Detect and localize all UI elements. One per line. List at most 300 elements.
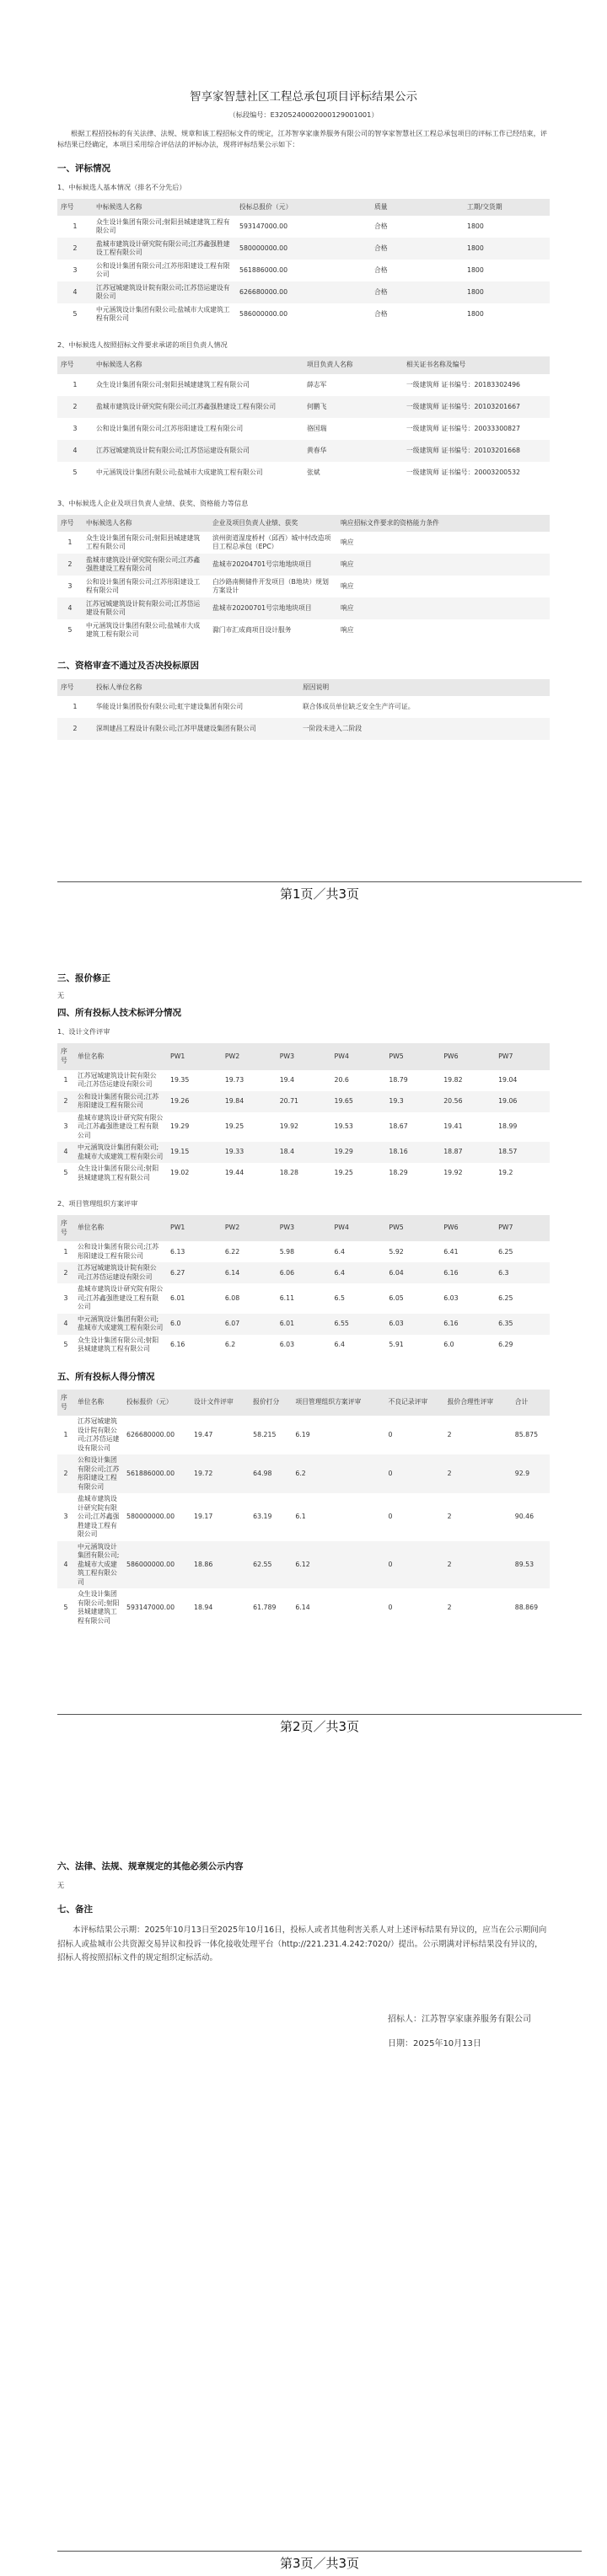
page-3: [0, 1739, 607, 2576]
table-cell: 586000000.00: [239, 310, 288, 319]
table-cell: 盐城市建筑设计研究院有限公司;江苏鑫强胜建设工程有限公司: [93, 238, 236, 260]
table-cell: 6.14: [295, 1604, 310, 1612]
table-row: [57, 696, 550, 718]
table-cell: 20.71: [277, 1091, 331, 1112]
table-cell: 公和设计集团有限公司;江苏彤阳建设工程有限公司: [96, 424, 244, 432]
table-cell: 6.27: [167, 1262, 222, 1283]
column-header: 不良记录评审: [384, 1390, 443, 1416]
table-cell: 骆国瑞: [307, 424, 327, 432]
table-cell: 5.98: [279, 1247, 295, 1256]
document-title: 智享家智慧社区工程总承包项目评标结果公示: [190, 90, 417, 104]
column-header: PW4: [331, 1043, 386, 1069]
table-cell: 响应: [341, 626, 354, 635]
table-row: [57, 1091, 550, 1112]
table-cell: 中元涵筑设计集团有限公司;盐城市大成建筑工程有限公司: [86, 621, 201, 639]
table-cell: 88.869: [514, 1604, 539, 1612]
table-cell: 19.26: [167, 1091, 222, 1112]
section7-heading: 七、备注: [57, 1904, 93, 1915]
candidates-basic-table: [57, 199, 550, 326]
table-cell: 6.4: [334, 1341, 345, 1349]
table-cell: 合格: [374, 222, 388, 231]
table-cell: 6.35: [495, 1314, 550, 1335]
table-row: [57, 619, 550, 641]
table-cell: 6.25: [498, 1293, 513, 1302]
column-header: 中标候选人名称: [83, 515, 209, 533]
column-header: 合计: [512, 1390, 550, 1416]
table-cell: 64.98: [250, 1454, 292, 1493]
table-cell: 19.06: [495, 1091, 550, 1112]
table-cell: 19.53: [334, 1122, 353, 1131]
table-cell: 5: [63, 1169, 68, 1177]
table-row: [57, 1112, 550, 1143]
table-cell: 2: [57, 718, 93, 740]
column-header: 序号: [57, 679, 93, 697]
table-cell: 4: [57, 1142, 74, 1163]
table-cell: 89.53: [512, 1541, 550, 1589]
table-cell: 561886000.00: [123, 1454, 191, 1493]
page-2: [0, 903, 607, 1739]
table-row: [57, 238, 550, 260]
table-cell: 6.55: [331, 1314, 386, 1335]
table-cell: 合格: [371, 281, 464, 303]
table-cell: 6.5: [334, 1293, 345, 1302]
table-cell: 1800: [464, 238, 550, 260]
table-cell: 江苏冠城建筑设计院有限公司;江苏岱运建设有限公司: [93, 440, 304, 462]
page-footer: 第3页／共3页: [57, 2551, 582, 2573]
column-header: PW1: [167, 1043, 222, 1069]
table-cell: 众生设计集团有限公司;射阳县城建建筑工程有限公司: [96, 217, 230, 235]
table-cell: 6.16: [440, 1262, 495, 1283]
table-cell: 19.3: [385, 1091, 440, 1112]
disqualification-table: [57, 679, 550, 741]
table-cell: 18.99: [498, 1122, 518, 1131]
table-cell: 593147000.00: [239, 222, 288, 231]
table-cell: 4: [57, 281, 93, 303]
table-cell: 19.33: [222, 1142, 277, 1163]
table-cell: 6.03: [385, 1314, 440, 1335]
table-row: [57, 718, 550, 740]
table-cell: 1800: [464, 281, 550, 303]
table-cell: 2: [57, 1091, 74, 1112]
table-cell: 一级建筑师 证书编号：20103201668: [403, 440, 550, 462]
table-cell: 6.16: [440, 1314, 495, 1335]
column-header: PW1: [167, 1215, 222, 1241]
section2-heading: 二、资格审查不通过及否决投标原因: [57, 661, 199, 672]
table-cell: 江苏冠城建筑设计院有限公司;江苏岱运建设有限公司: [93, 281, 236, 303]
table-row: [57, 374, 550, 396]
table-cell: 众生设计集团有限公司;射阳县城建建筑工程有限公司: [78, 1590, 120, 1625]
column-header: 中标候选人名称: [93, 356, 304, 374]
table-cell: 19.15: [167, 1142, 222, 1163]
table-cell: 滨州街道湿度桥村（邱西）城中村改造项目工程总承包（EPC）: [212, 533, 331, 551]
column-header: 投标人单位名称: [93, 679, 299, 697]
table-cell: 1: [63, 1430, 68, 1438]
table-cell: 深圳建昌工程设计有限公司;江苏甲晟建设集团有限公司: [93, 718, 299, 740]
column-header: PW2: [222, 1043, 277, 1069]
table-cell: 626680000.00: [236, 281, 371, 303]
table-cell: 19.02: [170, 1169, 190, 1177]
management-review-caption: 2、项目管理组织方案评审: [57, 1199, 138, 1208]
column-header: 报价打分: [250, 1390, 292, 1416]
table-cell: 0: [388, 1513, 393, 1521]
table-cell: 61.789: [253, 1604, 277, 1612]
table-cell: 众生设计集团有限公司;射阳县城建建筑工程有限公司: [78, 1165, 159, 1181]
table-cell: 2: [57, 1454, 74, 1493]
table-cell: 中元涵筑设计集团有限公司;盐城市大成建筑工程有限公司: [96, 305, 230, 323]
table-row: [57, 418, 550, 440]
table-cell: 6.08: [224, 1293, 240, 1302]
table-cell: 公和设计集团有限公司;江苏彤阳建设工程有限公司: [96, 261, 230, 279]
table-cell: 何鹏飞: [304, 396, 403, 418]
table-cell: 6.2: [224, 1341, 236, 1349]
table-cell: 19.92: [279, 1122, 299, 1131]
table3-caption: 3、中标候选人企业及项目负责人业绩、获奖、资格能力等信息: [57, 498, 249, 507]
table-row: [57, 1241, 550, 1262]
column-header: PW6: [440, 1215, 495, 1241]
column-header: 投标总报价（元）: [236, 199, 371, 217]
column-header: 工期/交货期: [464, 199, 550, 217]
table-cell: 6.41: [443, 1247, 459, 1256]
table-cell: 合格: [374, 310, 388, 319]
table-row: [57, 1283, 550, 1314]
table-cell: 1: [63, 1247, 68, 1256]
table-cell: 一级建筑师 证书编号：20003200532: [406, 468, 521, 476]
table-cell: 18.29: [389, 1169, 408, 1177]
table-cell: 586000000.00: [123, 1541, 191, 1589]
table-cell: 4: [57, 1314, 74, 1335]
table-cell: 1: [73, 380, 78, 388]
table-cell: 6.1: [295, 1513, 306, 1521]
table-cell: 5.91: [389, 1341, 404, 1349]
table-cell: 公和设计集团有限公司;江苏彤阳建设工程有限公司: [86, 577, 201, 595]
table-cell: 6.16: [170, 1341, 185, 1349]
table-cell: 2: [447, 1430, 452, 1438]
table-row: [57, 597, 550, 619]
table-cell: 6.01: [170, 1293, 185, 1302]
section4-heading: 四、所有投标人技术标评分情况: [57, 1008, 181, 1019]
table-cell: 6.4: [331, 1262, 386, 1283]
table-cell: 6.03: [279, 1341, 295, 1349]
column-header: PW5: [385, 1215, 440, 1241]
table-cell: 2: [444, 1541, 512, 1589]
table-cell: 19.73: [224, 1075, 244, 1084]
table-row: [57, 1262, 550, 1283]
table-cell: 联合体成员单位缺乏安全生产许可证。: [303, 702, 415, 710]
table-cell: 19.25: [224, 1122, 244, 1131]
table-cell: 18.86: [191, 1541, 250, 1589]
table-cell: 18.87: [440, 1142, 495, 1163]
table-cell: 1: [67, 538, 73, 547]
table-cell: 黄春华: [304, 440, 403, 462]
table-cell: 2: [57, 554, 83, 576]
table-cell: 6.22: [224, 1247, 240, 1256]
column-header: PW6: [440, 1043, 495, 1069]
table-cell: 6.0: [443, 1341, 454, 1349]
column-header: 质量: [371, 199, 464, 217]
table-cell: 6.12: [292, 1541, 384, 1589]
column-header: 相关证书名称及编号: [403, 356, 550, 374]
table-cell: 2: [57, 238, 93, 260]
table-cell: 白沙路南侧储件开发项目（B地块）规划方案设计: [212, 577, 329, 595]
table-cell: 盐城市建筑设计研究院有限公司;江苏鑫强胜建设工程有限公司: [78, 1495, 120, 1539]
table-row: [57, 1454, 550, 1493]
table-cell: 6.4: [334, 1247, 345, 1256]
column-header: PW3: [277, 1215, 331, 1241]
table-cell: 华能设计集团股份有限公司;虹宇建设集团有限公司: [96, 702, 244, 710]
column-header: 投标报价（元）: [123, 1390, 191, 1416]
table-cell: 一级建筑师 证书编号：20183302496: [406, 380, 521, 388]
table-cell: 6.07: [222, 1314, 277, 1335]
table-cell: 滁门市汇成商项目设计服务: [212, 626, 292, 635]
table-cell: 盐城市20204701号宗地地块项目: [209, 554, 337, 576]
table-cell: 6.14: [222, 1262, 277, 1283]
table-cell: 3: [63, 1122, 68, 1131]
column-header: 单位名称: [74, 1390, 123, 1416]
table-cell: 响应: [337, 554, 550, 576]
table-row: [57, 532, 550, 554]
column-header: 单位名称: [74, 1215, 167, 1241]
project-leader-table: [57, 356, 550, 484]
column-header: 序号: [57, 1215, 74, 1241]
table-row: [57, 396, 550, 418]
table-cell: 薛志军: [307, 380, 327, 388]
column-header: 原因说明: [299, 679, 550, 697]
intro-paragraph: 根据工程招投标的有关法律、法规、规章和该工程招标文件的规定，江苏智享家康养服务有限公司的智享家智慧社区工程总承包项目的评标工作已经结束，评标结果已经确定，本项目采用综合评估法的评标办法，现将评标结果公示如下：: [57, 129, 547, 149]
table-cell: 19.04: [498, 1075, 518, 1084]
table-cell: 19.4: [279, 1075, 295, 1084]
table-cell: 18.4: [277, 1142, 331, 1163]
table-cell: 4: [57, 597, 83, 619]
table-cell: 合格: [374, 266, 388, 275]
table-cell: 一阶段未进入二阶段: [299, 718, 550, 740]
section3-content: 无: [57, 991, 65, 1000]
table-cell: 盐城市建筑设计研究院有限公司;江苏鑫强胜建设工程有限公司: [78, 1113, 164, 1139]
table-cell: 0: [388, 1604, 393, 1612]
table-cell: 92.9: [512, 1454, 550, 1493]
table-cell: 盐城市建筑设计研究院有限公司;江苏鑫强胜建设工程有限公司: [78, 1285, 164, 1311]
table-row: [57, 440, 550, 462]
table-cell: 580000000.00: [236, 238, 371, 260]
table-cell: 公和设计集团有限公司;江苏彤阳建设工程有限公司: [74, 1454, 123, 1493]
table-cell: 0: [384, 1541, 443, 1589]
table-row: [57, 1416, 550, 1454]
table-cell: 18.79: [389, 1075, 408, 1084]
table-row: [57, 1493, 550, 1541]
table-cell: 中元涵筑设计集团有限公司;盐城市大成建筑工程有限公司: [74, 1541, 123, 1589]
table-row: [57, 1588, 550, 1627]
column-header: PW5: [385, 1043, 440, 1069]
table-cell: 19.84: [222, 1091, 277, 1112]
table-cell: 19.35: [170, 1075, 190, 1084]
table-cell: 2: [447, 1604, 452, 1612]
column-header: 序号: [57, 1390, 74, 1416]
tenderer-signature: 招标人：江苏智享家康养服务有限公司: [388, 2014, 531, 2024]
table-cell: 5: [63, 1604, 68, 1612]
table-cell: 63.19: [253, 1513, 272, 1521]
table-cell: 众生设计集团有限公司;射阳县城建建筑工程有限公司: [86, 533, 201, 551]
table-cell: 5: [67, 626, 73, 635]
table-cell: 18.16: [385, 1142, 440, 1163]
table-cell: 2: [447, 1513, 452, 1521]
section6-heading: 六、法律、法规、规章规定的其他必须公示内容: [57, 1861, 244, 1872]
table-row: [57, 554, 550, 576]
table-cell: 3: [63, 1513, 68, 1521]
table-cell: 58.215: [253, 1430, 277, 1438]
section1-heading: 一、评标情况: [57, 163, 110, 174]
table-row: [57, 1142, 550, 1163]
table-cell: 6.2: [292, 1454, 384, 1493]
table-cell: 3: [73, 266, 78, 275]
table-cell: 6.19: [295, 1430, 310, 1438]
total-score-table: [57, 1390, 550, 1627]
table-cell: 公和设计集团有限公司;江苏彤阳建设工程有限公司: [74, 1091, 167, 1112]
table-cell: 一级建筑师 证书编号：20033300827: [406, 424, 521, 432]
column-header: 响应招标文件要求的资格能力条件: [337, 515, 550, 533]
table-cell: 20.56: [440, 1091, 495, 1112]
column-header: 报价合理性评审: [444, 1390, 512, 1416]
table-cell: 626680000.00: [126, 1430, 175, 1438]
table-cell: 张斌: [307, 468, 320, 476]
table-cell: 593147000.00: [126, 1604, 175, 1612]
table-cell: 一级建筑师 证书编号：20103201667: [403, 396, 550, 418]
table-cell: 6.3: [495, 1262, 550, 1283]
table-row: [57, 1541, 550, 1589]
table-cell: 江苏冠城建筑设计院有限公司;江苏岱运建设有限公司: [78, 1417, 120, 1452]
column-header: 中标候选人名称: [93, 199, 236, 217]
table-cell: 江苏冠城建筑设计院有限公司;江苏岱运建设有限公司: [74, 1262, 167, 1283]
page-1: [0, 0, 607, 903]
column-header: PW7: [495, 1215, 550, 1241]
column-header: 序号: [57, 515, 83, 533]
table-cell: 19.17: [194, 1513, 213, 1521]
table-row: [57, 1335, 550, 1356]
table-cell: 19.47: [194, 1430, 213, 1438]
design-review-caption: 1、设计文件评审: [57, 1027, 110, 1036]
table-cell: 响应: [337, 597, 550, 619]
table-cell: 20.6: [334, 1075, 349, 1084]
column-header: PW3: [277, 1043, 331, 1069]
table-cell: 0: [384, 1454, 443, 1493]
table-cell: 5: [63, 1341, 68, 1349]
column-header: 序号: [57, 1043, 74, 1069]
table-cell: 响应: [341, 538, 354, 547]
bid-number: （标段编号：E3205240002000129001001）: [228, 110, 379, 120]
page-footer: 第1页／共3页: [57, 881, 582, 903]
table-cell: 1: [63, 1075, 68, 1084]
table-cell: 2: [57, 1262, 74, 1283]
table-cell: 6.06: [277, 1262, 331, 1283]
table-cell: 6.25: [498, 1247, 513, 1256]
table-cell: 江苏冠城建筑设计院有限公司;江苏岱运建设有限公司: [83, 597, 209, 619]
table-cell: 6.04: [385, 1262, 440, 1283]
column-header: 企业及项目负责人业绩、获奖: [209, 515, 337, 533]
table-cell: 19.29: [170, 1122, 190, 1131]
table-cell: 0: [388, 1430, 393, 1438]
design-review-table: [57, 1043, 550, 1184]
table-row: [57, 216, 550, 238]
table-cell: 江苏冠城建筑设计院有限公司;江苏岱运建设有限公司: [78, 1071, 157, 1089]
table-cell: 中元涵筑设计集团有限公司;盐城市大成建筑工程有限公司: [96, 468, 263, 476]
column-header: PW7: [495, 1043, 550, 1069]
table-cell: 盐城市20200701号宗地地块项目: [209, 597, 337, 619]
table-row: [57, 303, 550, 325]
table-cell: 响应: [341, 582, 354, 591]
table-cell: 18.57: [495, 1142, 550, 1163]
table-cell: 580000000.00: [126, 1513, 175, 1521]
table-cell: 18.67: [389, 1122, 408, 1131]
table-cell: 1800: [467, 222, 484, 231]
table2-caption: 2、中标候选人按照招标文件要求承诺的项目负责人情况: [57, 340, 228, 350]
page-footer: 第2页／共3页: [57, 1714, 582, 1736]
table-cell: 1800: [467, 310, 484, 319]
table-cell: 62.55: [250, 1541, 292, 1589]
table-cell: 561886000.00: [239, 266, 288, 275]
table-cell: 18.94: [194, 1604, 213, 1612]
table-cell: 1800: [467, 266, 484, 275]
column-header: 序号: [57, 356, 93, 374]
table-cell: 中元涵筑设计集团有限公司;盐城市大成建筑工程有限公司: [74, 1314, 167, 1335]
table-row: [57, 1163, 550, 1184]
table-cell: 公和设计集团有限公司;江苏彤阳建设工程有限公司: [78, 1243, 159, 1260]
remark-paragraph: 本评标结果公示期：2025年10月13日至2025年10月16日，投标人或者其他利害关系人对上述评标结果有异议的，应当在公示期间向招标人或盐城市公共资源交易异议和投诉一体化接收处理平台（http://221.231.4.242:7020/）提出。公示期满对评标结果没有异议的，招标人将按照招标文件的规定组织定标活动。: [57, 1925, 547, 1963]
column-header: 设计文件评审: [191, 1390, 250, 1416]
management-review-table: [57, 1215, 550, 1356]
section6-content: 无: [57, 1881, 65, 1890]
section5-heading: 五、所有投标人得分情况: [57, 1371, 155, 1382]
signature-date: 日期：2025年10月13日: [388, 2039, 481, 2049]
table1-caption: 1、中标候选人基本情况（排名不分先后）: [57, 182, 186, 191]
table-cell: 4: [57, 1541, 74, 1589]
column-header: 序号: [57, 199, 93, 217]
table-cell: 4: [57, 440, 93, 462]
table-cell: 1: [73, 222, 78, 231]
table-row: [57, 462, 550, 484]
table-row: [57, 260, 550, 281]
table-cell: 3: [73, 424, 78, 432]
table-cell: 5.92: [389, 1247, 404, 1256]
table-cell: 6.05: [389, 1293, 404, 1302]
performance-table: [57, 515, 550, 642]
table-cell: 19.65: [331, 1091, 386, 1112]
table-cell: 19.72: [191, 1454, 250, 1493]
table-row: [57, 576, 550, 597]
table-cell: 19.41: [443, 1122, 463, 1131]
table-cell: 盐城市建筑设计研究院有限公司;江苏鑫强胜建设工程有限公司: [93, 396, 304, 418]
table-cell: 1: [73, 702, 78, 710]
table-cell: 19.82: [443, 1075, 463, 1084]
column-header: 项目管理组织方案评审: [292, 1390, 384, 1416]
table-cell: 19.92: [443, 1169, 463, 1177]
table-cell: 3: [63, 1293, 68, 1302]
table-cell: 2: [444, 1454, 512, 1493]
table-cell: 6.29: [498, 1341, 513, 1349]
column-header: PW2: [222, 1215, 277, 1241]
table-cell: 19.2: [498, 1169, 513, 1177]
table-cell: 盐城市建筑设计研究院有限公司;江苏鑫强胜建设工程有限公司: [83, 554, 209, 576]
column-header: PW4: [331, 1215, 386, 1241]
table-cell: 6.13: [170, 1247, 185, 1256]
table-cell: 2: [57, 396, 93, 418]
table-cell: 85.875: [514, 1430, 539, 1438]
table-cell: 6.03: [443, 1293, 459, 1302]
table-cell: 19.25: [334, 1169, 353, 1177]
table-cell: 6.01: [277, 1314, 331, 1335]
table-row: [57, 281, 550, 303]
table-cell: 18.28: [279, 1169, 299, 1177]
table-cell: 19.44: [224, 1169, 244, 1177]
table-cell: 众生设计集团有限公司;射阳县城建建筑工程有限公司: [78, 1336, 159, 1353]
table-cell: 90.46: [514, 1513, 534, 1521]
